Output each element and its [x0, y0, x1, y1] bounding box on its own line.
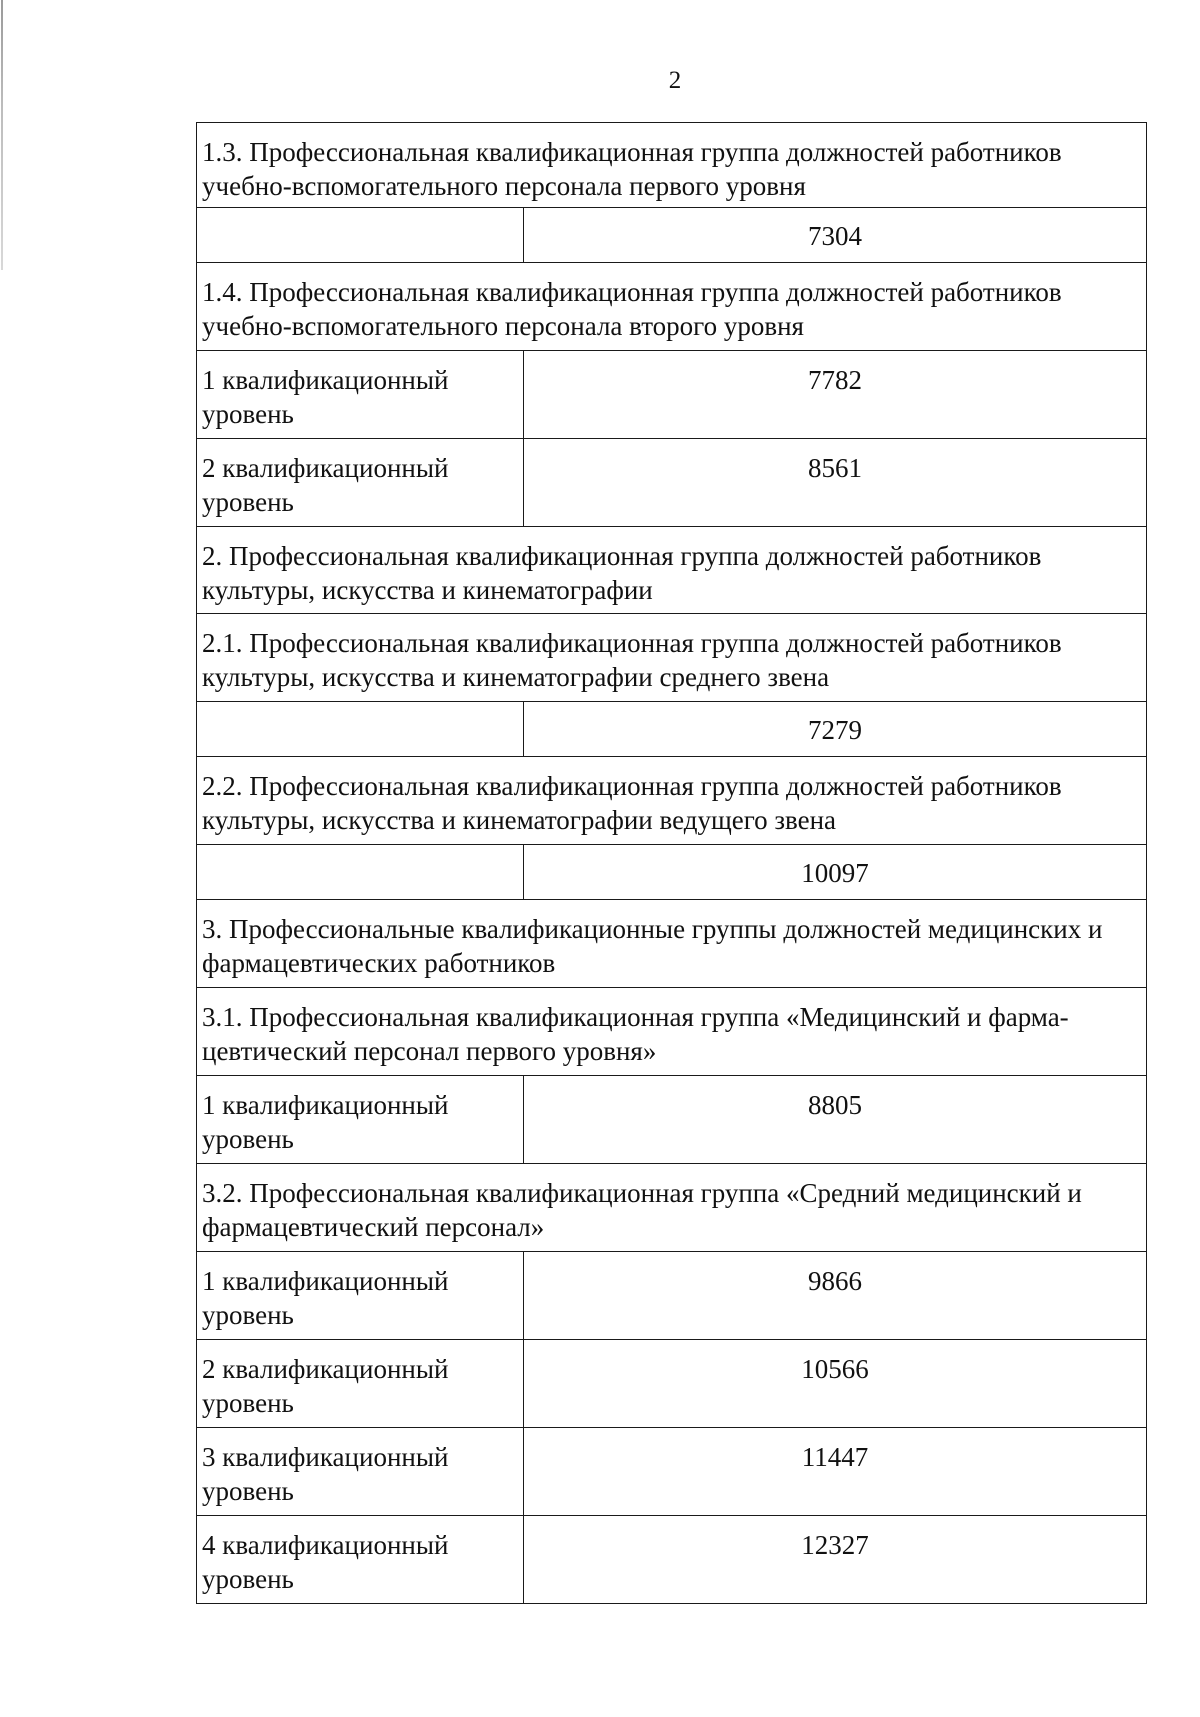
level-row	[197, 1428, 1147, 1516]
salary-value-cell: 7304	[524, 208, 1147, 263]
level-row	[197, 1076, 1147, 1164]
salary-value-cell: 8805	[524, 1076, 1147, 1164]
level-label-cell: 1 квалификационный уровень	[197, 1252, 524, 1340]
group-header-cell: 3. Профессиональные квалификационные группы должностей медицинских и фармацевтических работников	[197, 900, 1147, 988]
salary-value-cell: 12327	[524, 1516, 1147, 1604]
group-header-row	[197, 900, 1147, 988]
level-row	[197, 351, 1147, 439]
level-row	[197, 1516, 1147, 1604]
salary-value-cell: 7782	[524, 351, 1147, 439]
group-header-row	[197, 988, 1147, 1076]
group-header-cell: 3.1. Профессиональная квалификационная группа «Медицинский и фарма-цевтический персонал первого уровня»	[197, 988, 1147, 1076]
group-header-cell: 2.2. Профессиональная квалификационная группа должностей работников культуры, искусства и кинематографии ведущего звена	[197, 757, 1147, 845]
level-label-cell: 2 квалификационный уровень	[197, 1340, 524, 1428]
group-header-row	[197, 263, 1147, 351]
group-header-cell: 2. Профессиональная квалификационная группа должностей работников культуры, искусства и кинематографии	[197, 527, 1147, 614]
salary-value-cell: 11447	[524, 1428, 1147, 1516]
salary-value-cell: 8561	[524, 439, 1147, 527]
group-header-row	[197, 757, 1147, 845]
page-number: 2	[668, 67, 682, 94]
level-row	[197, 1252, 1147, 1340]
group-header-row	[197, 123, 1147, 208]
group-header-row	[197, 1164, 1147, 1252]
empty-label-cell	[197, 208, 524, 263]
empty-label-cell	[197, 845, 524, 900]
salary-value-cell: 9866	[524, 1252, 1147, 1340]
level-label-cell: 1 квалификационный уровень	[197, 351, 524, 439]
salary-value-cell: 10566	[524, 1340, 1147, 1428]
scan-edge-mark	[1, 0, 3, 270]
group-header-row	[197, 614, 1147, 702]
group-header-row	[197, 527, 1147, 614]
salary-value-cell: 10097	[524, 845, 1147, 900]
salary-table	[196, 122, 1147, 1604]
value-row	[197, 702, 1147, 757]
value-row	[197, 208, 1147, 263]
level-label-cell: 1 квалификационный уровень	[197, 1076, 524, 1164]
salary-value-cell: 7279	[524, 702, 1147, 757]
level-label-cell: 2 квалификационный уровень	[197, 439, 524, 527]
group-header-cell: 1.4. Профессиональная квалификационная группа должностей работников учебно-вспомогательного персонала второго уровня	[197, 263, 1147, 351]
level-label-cell: 3 квалификационный уровень	[197, 1428, 524, 1516]
group-header-cell: 1.3. Профессиональная квалификационная группа должностей работников учебно-вспомогательного персонала первого уровня	[197, 123, 1147, 208]
group-header-cell: 2.1. Профессиональная квалификационная группа должностей работников культуры, искусства и кинематографии среднего звена	[197, 614, 1147, 702]
level-row	[197, 1340, 1147, 1428]
level-label-cell: 4 квалификационный уровень	[197, 1516, 524, 1604]
value-row	[197, 845, 1147, 900]
level-row	[197, 439, 1147, 527]
group-header-cell: 3.2. Профессиональная квалификационная группа «Средний медицинский и фармацевтический персонал»	[197, 1164, 1147, 1252]
empty-label-cell	[197, 702, 524, 757]
